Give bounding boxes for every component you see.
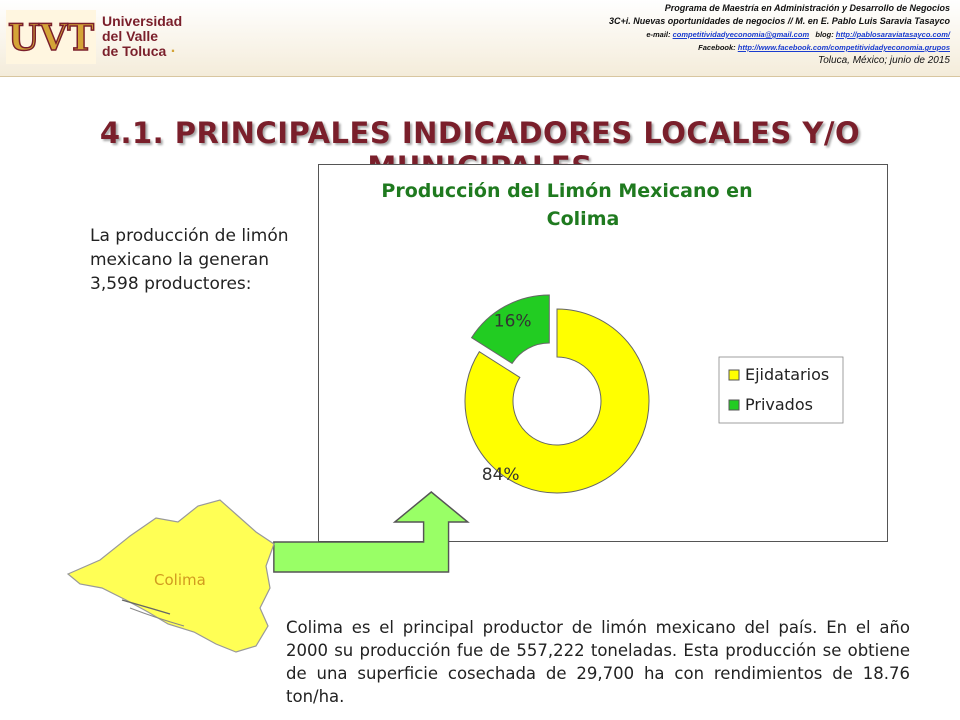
facebook-link[interactable]: http://www.facebook.com/competitividadyeconomia.grupos <box>737 43 950 52</box>
legend-swatch-ejidatarios <box>729 370 739 380</box>
logo-mark: UVT <box>7 17 95 59</box>
map-label: Colima <box>154 571 206 589</box>
chart-svg <box>319 165 887 541</box>
flow-arrow-icon <box>270 486 470 576</box>
uvt-logo-icon <box>6 6 98 70</box>
email-link[interactable]: competitividadyeconomia@gmail.com <box>672 30 810 39</box>
chart-title-line-1: Producción del Limón Mexicano en <box>381 180 753 202</box>
university-name <box>102 14 182 59</box>
contact-line: e-mail: competitividadyeconomia@gmail.com blog: http://pablosaraviatasayco.com/ <box>646 30 950 39</box>
facebook-line: Facebook: http://www.facebook.com/competitividadyeconomia.grupos <box>698 43 950 52</box>
slide-title: 4.1. PRINCIPALES INDICADORES LOCALES Y/O <box>99 116 861 150</box>
legend-swatch-privados <box>729 400 739 410</box>
chart-title-line-2: Colima <box>546 208 620 230</box>
header-info <box>350 2 950 67</box>
university-line-2: del Valle <box>102 28 159 44</box>
blog-link[interactable]: http://pablosaraviatasayco.com/ <box>835 30 950 39</box>
course-line: 3C+i. Nuevas oportunidades de negocios // M. en E. Pablo Luis Saravia Tasayco <box>608 16 950 26</box>
header-banner <box>0 0 960 77</box>
place-date: Toluca, México; junio de 2015 <box>818 55 950 66</box>
program-line: Programa de Maestría en Administración y Desarrollo de Negocios <box>664 3 950 13</box>
intro-text: La producción de limón mexicano la generan 3,598 productores: <box>90 226 289 294</box>
university-line-3: de Toluca · <box>102 43 177 60</box>
university-line-1: Universidad <box>102 13 183 29</box>
legend-label-ejidatarios: Ejidatarios <box>745 365 830 384</box>
data-label-privados: 16% <box>493 311 532 332</box>
bottom-text: Colima es el principal productor de limón mexicano del país. En el año 2000 su producción fue de 557,222 toneladas. Esta producción se obtiene de una superficie cosechada de 29,700 ha con rendimientos de 18.76 ton/ha. <box>286 618 910 706</box>
legend-label-privados: Privados <box>745 395 813 414</box>
data-label-ejidatarios: 84% <box>481 464 520 485</box>
